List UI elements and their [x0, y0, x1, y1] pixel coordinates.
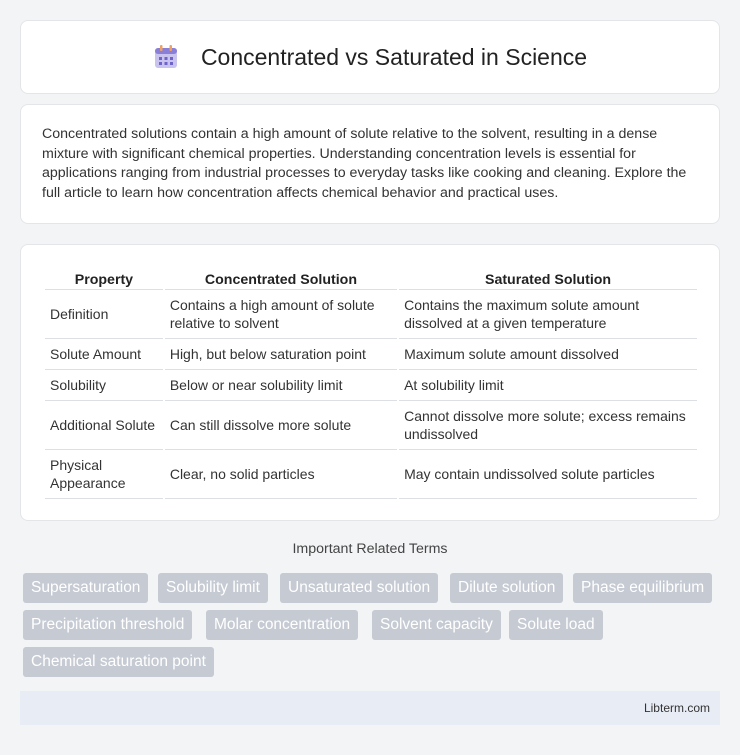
table-cell: May contain undissolved solute particles — [399, 450, 697, 499]
table-row — [45, 401, 697, 450]
calendar-icon — [153, 44, 179, 70]
header-card — [20, 20, 720, 94]
term-tag-unsaturated-solution[interactable]: Unsaturated solution — [280, 573, 438, 603]
table-row — [45, 370, 697, 401]
table-cell: Solute Amount — [45, 339, 163, 370]
intro-text: Concentrated solutions contain a high amount of solute relative to the solvent, resulting in a dense mixture with significant chemical properties. Understanding concentration levels is essential for applications ranging from industrial processes to everyday tasks like cooking and cleaning. Explore the full article to learn how concentration affects chemical behavior and practical uses. — [42, 126, 687, 201]
term-tag-solubility-limit[interactable]: Solubility limit — [158, 573, 268, 603]
term-tag-chemical-saturation-point[interactable]: Chemical saturation point — [23, 647, 214, 677]
term-tag-supersaturation[interactable]: Supersaturation — [23, 573, 148, 603]
footer-site-link[interactable]: Libterm.com — [643, 701, 710, 715]
table-row — [45, 450, 697, 499]
column-header-saturated: Saturated Solution — [399, 265, 697, 290]
intro-card — [20, 104, 720, 224]
page-title: Concentrated vs Saturated in Science — [200, 43, 588, 70]
table-row — [45, 290, 697, 339]
table-row — [45, 339, 697, 370]
table-cell: Below or near solubility limit — [165, 370, 397, 401]
footer — [20, 691, 720, 725]
column-header-property: Property — [45, 265, 163, 290]
term-tag-dilute-solution[interactable]: Dilute solution — [450, 573, 563, 603]
term-tag-solvent-capacity[interactable]: Solvent capacity — [372, 610, 501, 640]
table-cell: Additional Solute — [45, 401, 163, 450]
table-cell: Contains the maximum solute amount dissolved at a given temperature — [399, 290, 697, 339]
table-cell: High, but below saturation point — [165, 339, 397, 370]
term-tag-precipitation-threshold[interactable]: Precipitation threshold — [23, 610, 192, 640]
table-cell: Contains a high amount of solute relative to solvent — [165, 290, 397, 339]
table-cell: Can still dissolve more solute — [165, 401, 397, 450]
term-tag-phase-equilibrium[interactable]: Phase equilibrium — [573, 573, 712, 603]
table-cell: Cannot dissolve more solute; excess remains undissolved — [399, 401, 697, 450]
table-cell: Definition — [45, 290, 163, 339]
table-cell: Maximum solute amount dissolved — [399, 339, 697, 370]
comparison-table-card — [20, 244, 720, 521]
table-cell: Physical Appearance — [45, 450, 163, 499]
table-cell: At solubility limit — [399, 370, 697, 401]
table-cell: Solubility — [45, 370, 163, 401]
column-header-concentrated: Concentrated Solution — [165, 265, 397, 290]
term-tag-solute-load[interactable]: Solute load — [509, 610, 603, 640]
term-tag-molar-concentration[interactable]: Molar concentration — [206, 610, 358, 640]
comparison-table — [43, 265, 699, 499]
related-terms-title: Important Related Terms — [292, 541, 448, 557]
table-cell: Clear, no solid particles — [165, 450, 397, 499]
